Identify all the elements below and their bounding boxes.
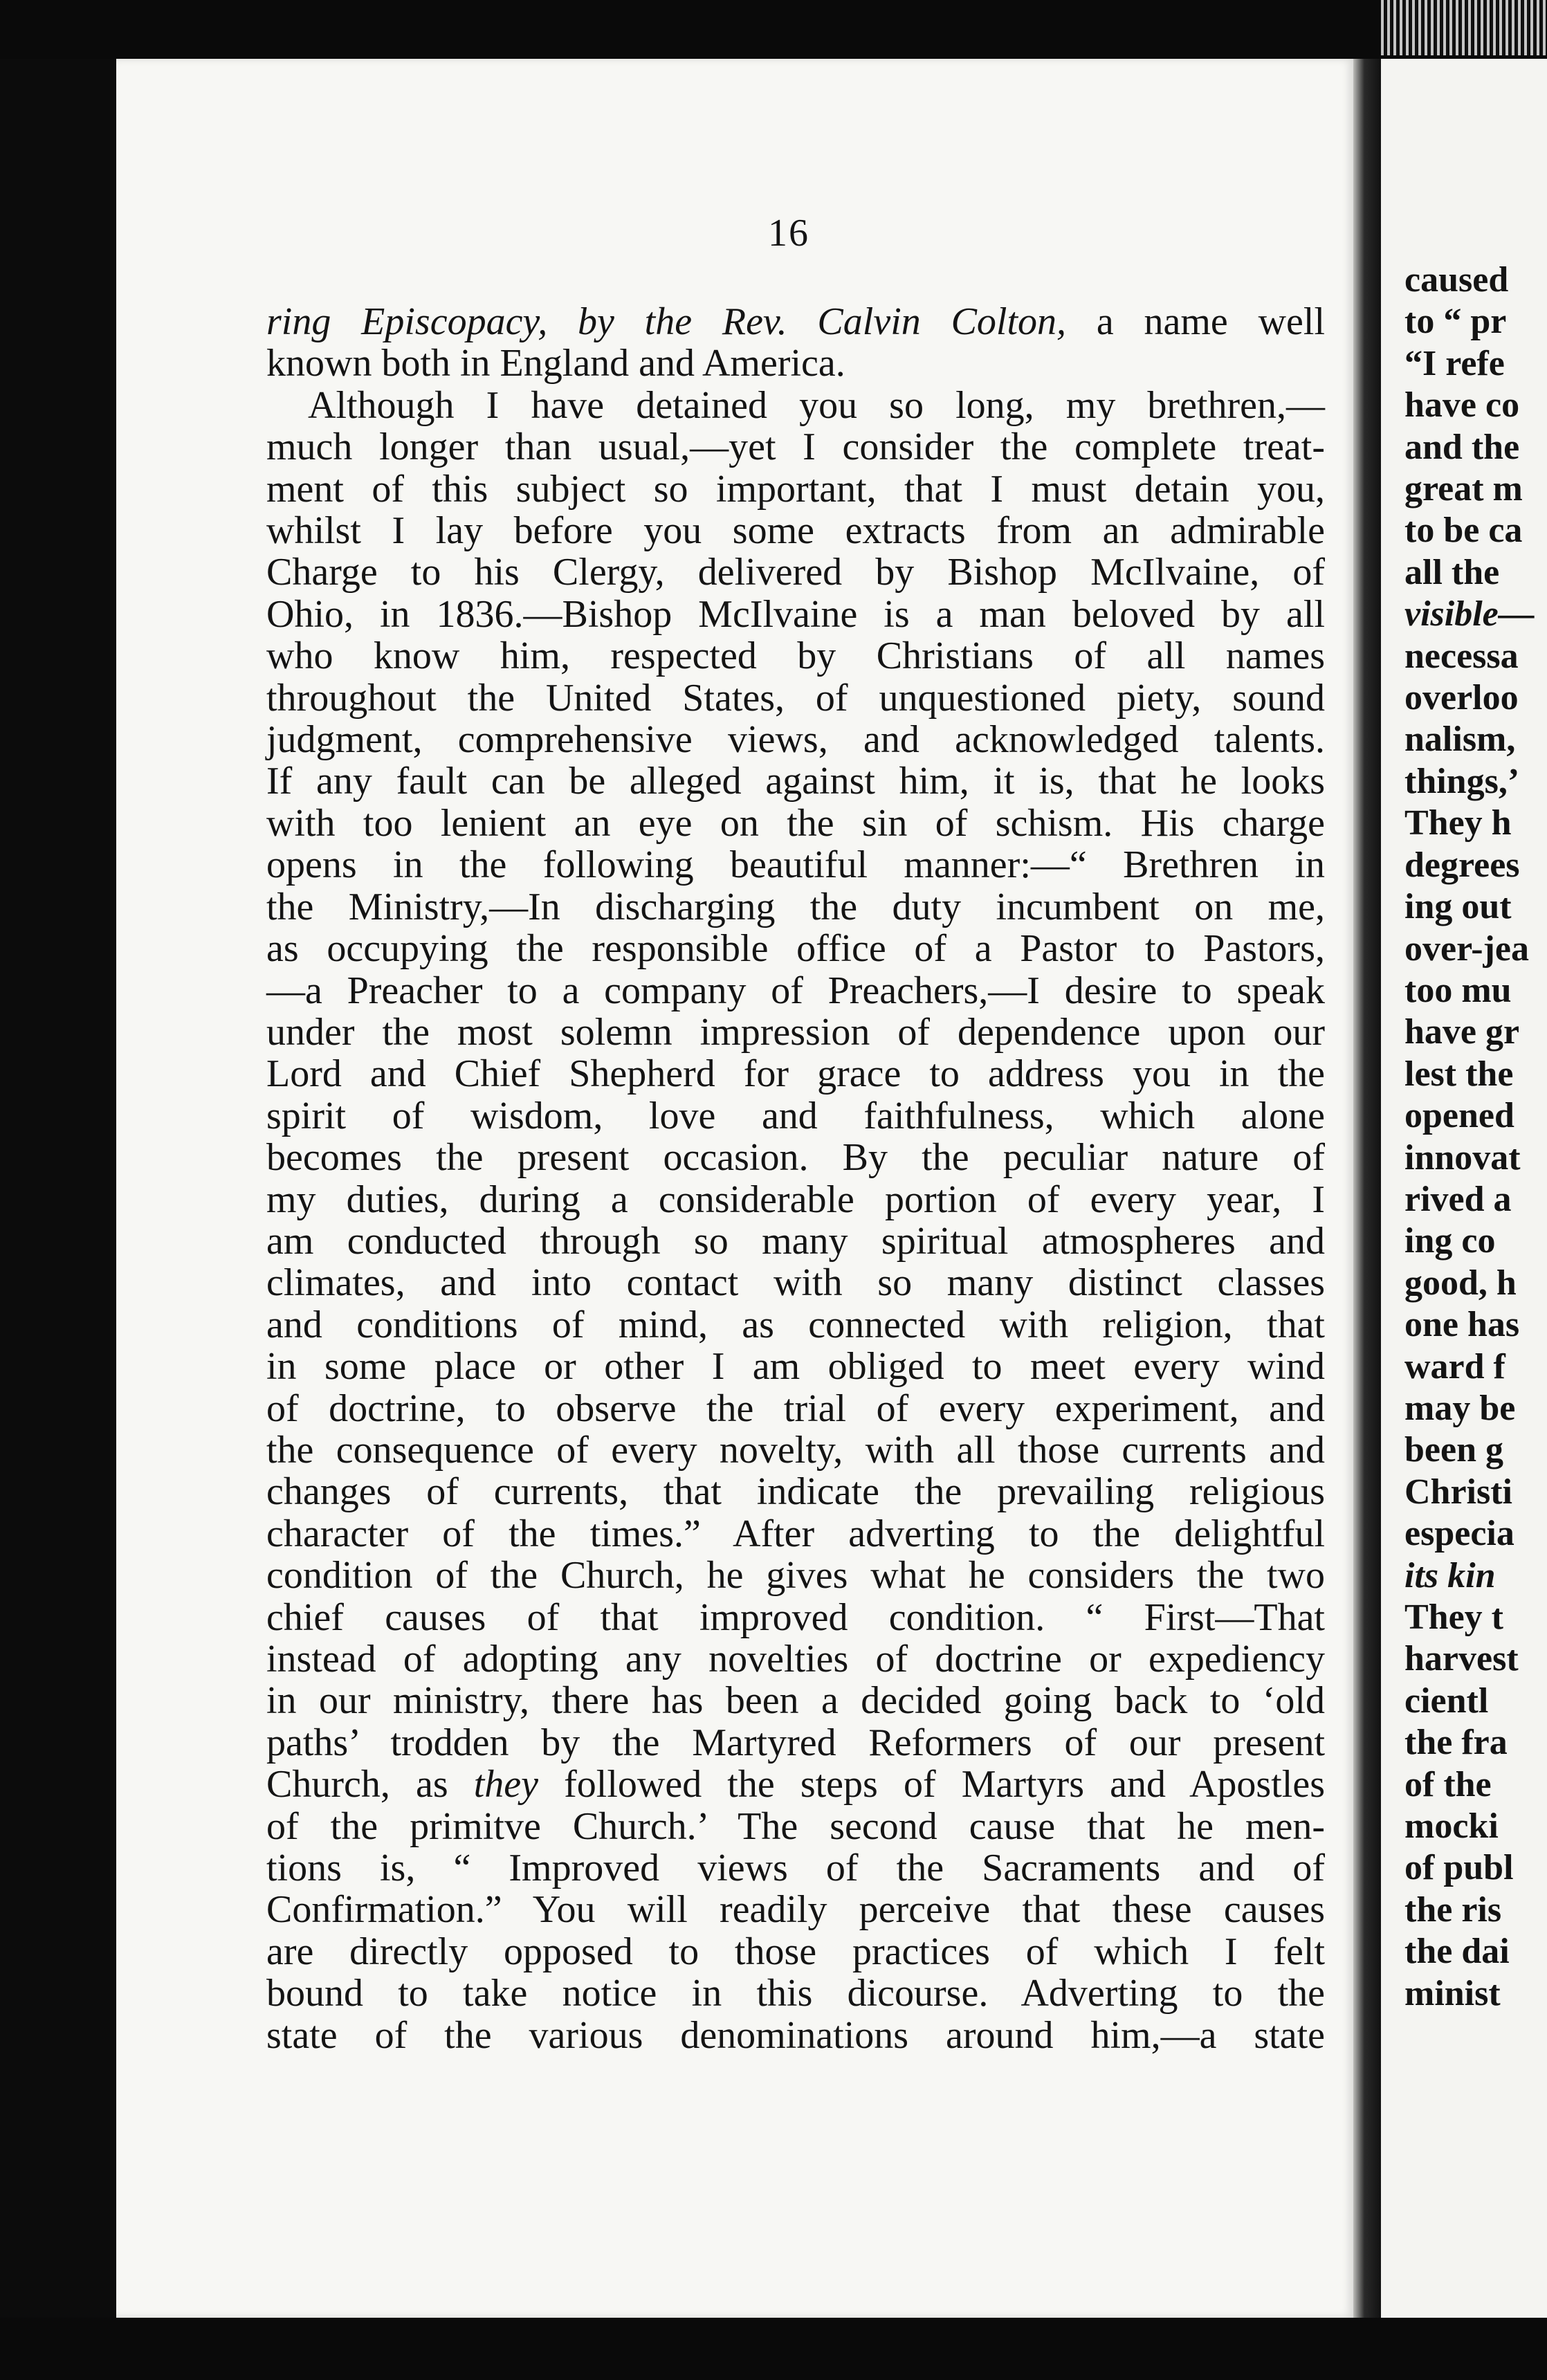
text-line	[266, 1847, 1325, 1889]
text-line	[1404, 1973, 1547, 2015]
text-line	[266, 594, 1325, 635]
text-line	[1404, 1472, 1547, 1513]
text-line	[266, 385, 1325, 426]
text-run: under the most solemn impression of dependence upon our	[266, 1010, 1325, 1054]
text-run: too mu	[1404, 970, 1512, 1010]
text-run: spirit of wisdom, love and faithfulness, which alone	[266, 1094, 1325, 1137]
text-line	[1404, 845, 1547, 886]
text-run: the consequence of every novelty, with all those currents and	[266, 1428, 1325, 1472]
text-line	[1404, 1304, 1547, 1346]
italic-text-run: its kin	[1404, 1555, 1496, 1595]
text-line	[1404, 886, 1547, 928]
text-run: opens in the following beautiful manner:—“ Brethren in	[266, 843, 1325, 887]
text-line	[266, 1471, 1325, 1512]
text-line	[266, 1346, 1325, 1387]
text-line	[266, 1262, 1325, 1303]
text-run: Lord and Chief Shepherd for grace to address you in the	[266, 1052, 1325, 1096]
text-run: am conducted through so many spiritual atmospheres and	[266, 1219, 1325, 1263]
text-line	[1404, 594, 1547, 635]
text-line	[266, 426, 1325, 468]
text-line	[266, 1388, 1325, 1429]
text-line	[266, 719, 1325, 760]
text-line	[266, 1220, 1325, 1262]
text-line	[1404, 1220, 1547, 1262]
text-run: lest the	[1404, 1054, 1514, 1094]
text-line	[266, 1555, 1325, 1596]
text-line	[266, 1889, 1325, 1930]
text-run: “I refe	[1404, 343, 1505, 383]
text-line	[266, 551, 1325, 593]
text-line	[1404, 1012, 1547, 1053]
text-line	[1404, 1764, 1547, 1806]
text-run: a name well	[1066, 300, 1325, 343]
text-line	[266, 301, 1325, 342]
text-line	[266, 635, 1325, 677]
text-run: in some place or other I am obliged to meet every wind	[266, 1345, 1325, 1389]
text-run: instead of adopting any novelties of doctrine or expediency	[266, 1638, 1325, 1681]
text-run: in our ministry, there has been a decided going back to ‘old	[266, 1679, 1325, 1723]
text-line	[1404, 1722, 1547, 1764]
italic-text-run: ring Episcopacy, by the Rev. Calvin Colton,	[266, 300, 1067, 343]
text-run: Although I have detained you so long, my brethren,—	[308, 383, 1325, 427]
text-line	[1404, 1555, 1547, 1597]
text-run: degrees	[1404, 845, 1520, 885]
text-run: Christi	[1404, 1472, 1512, 1512]
text-run: of publ	[1404, 1848, 1514, 1888]
text-run: They t	[1404, 1598, 1503, 1637]
text-run: of the primitve Church.’ The second cause that he men-	[266, 1804, 1325, 1848]
text-run: have gr	[1404, 1012, 1520, 1052]
text-line	[1404, 259, 1547, 301]
book-gutter	[1353, 59, 1381, 2318]
text-line	[266, 468, 1325, 510]
text-line	[266, 886, 1325, 928]
text-run: harvest	[1404, 1639, 1519, 1679]
text-run: great m	[1404, 469, 1523, 509]
text-run: cientl	[1404, 1681, 1489, 1721]
text-run: Ohio, in 1836.—Bishop McIlvaine is a man beloved by all	[266, 592, 1325, 636]
left-page-body-text	[266, 301, 1325, 2056]
text-run: overloo	[1404, 678, 1519, 718]
text-run: caused	[1404, 260, 1509, 300]
text-run: judgment, comprehensive views, and acknowledged talents.	[266, 718, 1325, 762]
text-line	[266, 1764, 1325, 1805]
text-line	[1404, 1388, 1547, 1429]
text-line	[266, 1304, 1325, 1346]
text-run: and conditions of mind, as connected with religion, that	[266, 1303, 1325, 1346]
text-run: Church, as	[266, 1763, 474, 1806]
text-run: the fra	[1404, 1723, 1508, 1763]
text-line	[266, 1931, 1325, 1972]
text-line	[266, 970, 1325, 1012]
text-line	[1404, 1681, 1547, 1722]
text-line	[1404, 677, 1547, 719]
text-line	[266, 1429, 1325, 1471]
text-line	[1404, 1137, 1547, 1179]
text-run: and the	[1404, 427, 1520, 467]
text-line	[1404, 1429, 1547, 1471]
text-run: the dai	[1404, 1932, 1510, 1972]
text-run: character of the times.” After adverting to the delightful	[266, 1512, 1325, 1555]
text-run: becomes the present occasion. By the peculiar nature of	[266, 1136, 1325, 1180]
text-run: one has	[1404, 1305, 1520, 1345]
text-line	[1404, 719, 1547, 760]
text-line	[266, 1137, 1325, 1178]
text-line	[1404, 510, 1547, 551]
text-run: bound to take notice in this dicourse. Adverting to the	[266, 1972, 1325, 2015]
text-run: rived a	[1404, 1179, 1512, 1219]
text-run: mocki	[1404, 1806, 1499, 1847]
text-line	[266, 803, 1325, 844]
text-line	[266, 1806, 1325, 1847]
text-line	[266, 1513, 1325, 1555]
text-run: to be ca	[1404, 511, 1523, 551]
text-run: nalism,	[1404, 720, 1516, 760]
text-line	[266, 510, 1325, 551]
scan-edge-strip	[1381, 0, 1547, 55]
text-line	[1404, 427, 1547, 468]
text-run: been g	[1404, 1430, 1503, 1470]
text-run: throughout the United States, of unquestioned piety, sound	[266, 676, 1325, 720]
text-run: as occupying the responsible office of a Pastor to Pastors,	[266, 927, 1325, 971]
italic-text-run: visible—	[1404, 594, 1535, 634]
text-line	[1404, 1054, 1547, 1095]
text-line	[266, 760, 1325, 802]
text-run: over-jea	[1404, 928, 1529, 969]
text-run: whilst I lay before you some extracts from an admirable	[266, 509, 1325, 553]
text-run: of the	[1404, 1764, 1492, 1804]
text-line	[1404, 301, 1547, 342]
text-run: good, h	[1404, 1263, 1517, 1303]
text-run: minist	[1404, 1973, 1501, 2013]
text-line	[1404, 1889, 1547, 1931]
text-run: much longer than usual,—yet I consider the complete treat-	[266, 425, 1325, 469]
text-line	[1404, 1597, 1547, 1638]
text-line	[266, 928, 1325, 969]
text-run: may be	[1404, 1388, 1516, 1428]
text-run: my duties, during a considerable portion of every year, I	[266, 1178, 1325, 1221]
text-run: If any fault can be alleged against him, it is, that he looks	[266, 760, 1325, 803]
italic-text-run: they	[473, 1763, 539, 1806]
text-line	[1404, 970, 1547, 1012]
text-run: state of the various denominations around him,—a state	[266, 2013, 1325, 2057]
text-run: chief causes of that improved condition. “ First—That	[266, 1595, 1325, 1639]
text-run: the Ministry,—In discharging the duty incumbent on me,	[266, 885, 1325, 928]
text-line	[266, 342, 1325, 384]
text-line	[266, 2015, 1325, 2056]
text-line	[1404, 761, 1547, 803]
text-run: have co	[1404, 385, 1520, 425]
text-line	[266, 1597, 1325, 1638]
text-run: to “ pr	[1404, 302, 1507, 342]
text-run: ing co	[1404, 1221, 1496, 1261]
right-page-cut-off-text	[1404, 259, 1547, 2015]
text-line	[266, 1053, 1325, 1095]
text-line	[1404, 1095, 1547, 1137]
text-run: with too lenient an eye on the sin of schism. His charge	[266, 801, 1325, 845]
text-line	[1404, 1847, 1547, 1889]
text-run: innovat	[1404, 1137, 1521, 1178]
text-run: followed the steps of Martyrs and Apostles	[538, 1763, 1325, 1806]
text-line	[266, 1638, 1325, 1680]
text-line	[266, 1095, 1325, 1137]
page-number: 16	[768, 212, 809, 255]
text-line	[266, 1012, 1325, 1053]
text-run: They h	[1404, 803, 1512, 843]
text-line	[1404, 928, 1547, 970]
scan-border-bottom	[0, 2318, 1547, 2380]
scan-border-top	[0, 0, 1547, 59]
text-line	[266, 1179, 1325, 1220]
text-line	[266, 1680, 1325, 1721]
text-run: condition of the Church, he gives what he considers the two	[266, 1554, 1325, 1598]
text-run: Confirmation.” You will readily perceive that these causes	[266, 1888, 1325, 1932]
text-run: changes of currents, that indicate the prevailing religious	[266, 1470, 1325, 1514]
text-run: climates, and into contact with so many distinct classes	[266, 1261, 1325, 1305]
text-line	[1404, 1513, 1547, 1555]
text-run: things,’	[1404, 761, 1520, 801]
text-run: the ris	[1404, 1889, 1502, 1930]
text-line	[1404, 1806, 1547, 1847]
text-run: known both in England and America.	[266, 342, 845, 385]
text-run: ment of this subject so important, that I must detain you,	[266, 467, 1325, 511]
text-line	[266, 1722, 1325, 1764]
text-line	[1404, 1638, 1547, 1680]
text-run: Charge to his Clergy, delivered by Bishop McIlvaine, of	[266, 551, 1325, 594]
text-line	[1404, 1931, 1547, 1972]
text-run: especia	[1404, 1514, 1514, 1554]
text-run: ward f	[1404, 1346, 1505, 1386]
text-run: opened	[1404, 1096, 1514, 1136]
text-run: necessa	[1404, 636, 1519, 676]
text-run: of doctrine, to observe the trial of every experiment, and	[266, 1386, 1325, 1430]
text-line	[1404, 636, 1547, 677]
text-line	[266, 677, 1325, 719]
text-run: who know him, respected by Christians of all names	[266, 634, 1325, 678]
text-line	[1404, 803, 1547, 844]
text-run: tions is, “ Improved views of the Sacraments and of	[266, 1847, 1325, 1890]
text-line	[1404, 552, 1547, 594]
text-line	[266, 1972, 1325, 2014]
text-line	[1404, 343, 1547, 385]
text-line	[1404, 1346, 1547, 1388]
text-run: paths’ trodden by the Martyred Reformers of our present	[266, 1721, 1325, 1764]
text-line	[1404, 385, 1547, 426]
text-line	[1404, 1179, 1547, 1220]
text-run: ing out	[1404, 887, 1512, 927]
text-run: —a Preacher to a company of Preachers,—I desire to speak	[266, 969, 1325, 1012]
text-line	[1404, 1263, 1547, 1304]
text-run: all the	[1404, 552, 1500, 592]
text-line	[1404, 468, 1547, 510]
text-line	[266, 844, 1325, 886]
text-run: are directly opposed to those practices of which I felt	[266, 1930, 1325, 1973]
